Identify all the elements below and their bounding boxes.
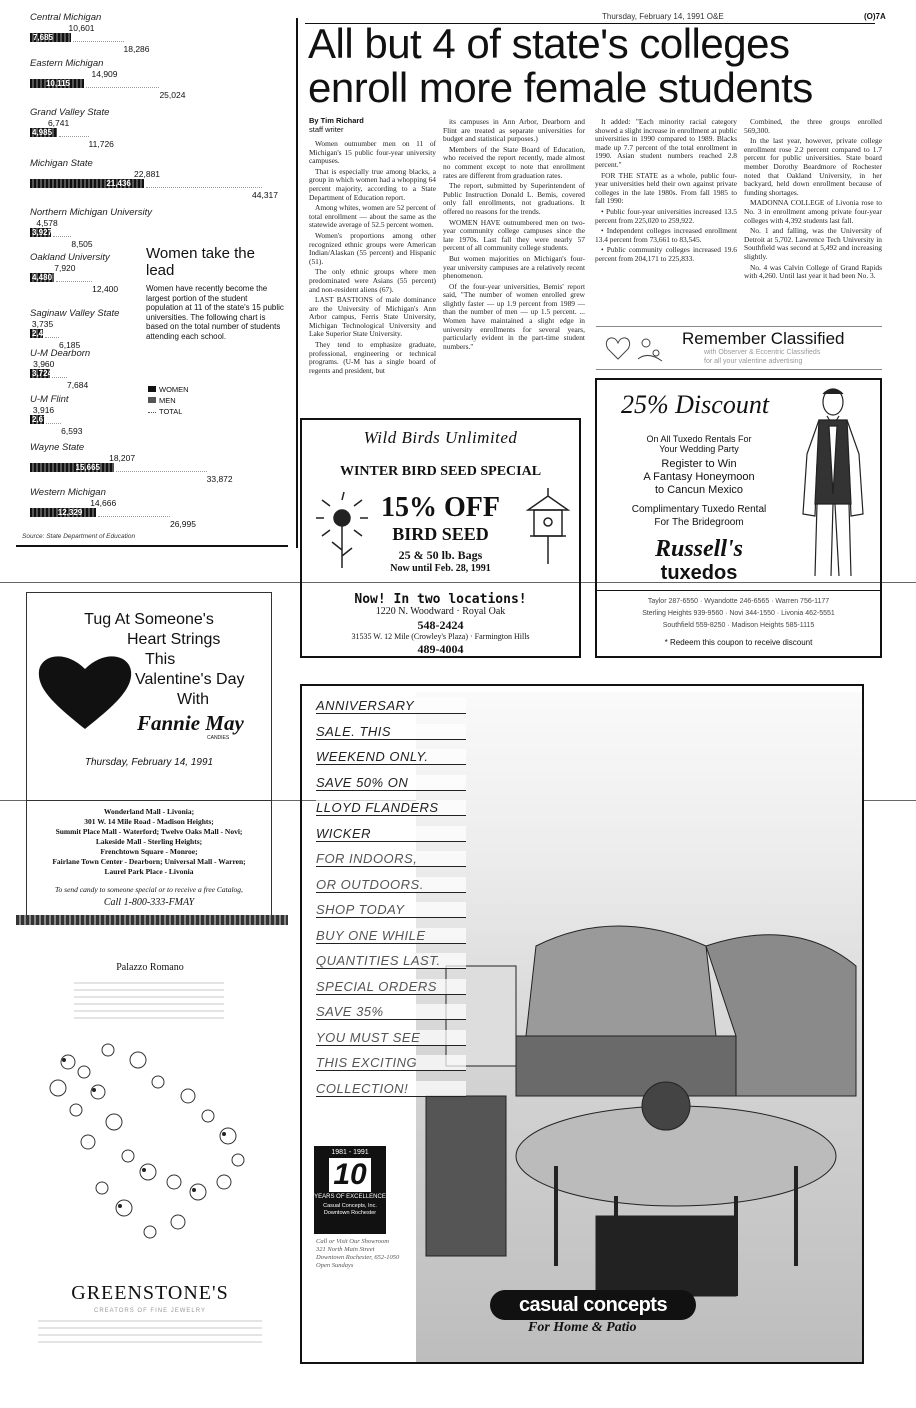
- chart-men-value: 7,685: [32, 33, 54, 42]
- cc-open: Open Sundays: [316, 1262, 354, 1269]
- legend-women: [148, 384, 189, 395]
- chart-total-value: 25,024: [159, 90, 186, 100]
- legend-label: WOMEN: [159, 385, 189, 394]
- fm-store-line: Summit Place Mall - Waterford; Twelve Oaks Mall - Novi;: [55, 827, 243, 836]
- birds-discount: 15% OFF: [381, 492, 500, 523]
- chart-women-value: 10,601: [68, 23, 95, 33]
- dateline: Thursday, February 14, 1991 O&E: [602, 12, 724, 21]
- paragraph: • Public community colleges increased 19.6 percent from 204,171 to 225,833.: [595, 245, 737, 263]
- article-column-1: [309, 140, 436, 410]
- fm-store-line: Lakeside Mall - Sterling Heights;: [95, 837, 203, 846]
- chart-total-line: [52, 377, 67, 378]
- chart-men-value: 12,329: [57, 508, 83, 517]
- chart-total-value: 6,593: [61, 426, 83, 436]
- cc-copy-line: YOU MUST SEE: [316, 1030, 466, 1046]
- gs-brand: GREENSTONE'S: [71, 1282, 229, 1304]
- chart-total-line: [59, 136, 89, 137]
- column-rule-vertical: [296, 18, 298, 548]
- chart-women-value: 3,916: [32, 405, 55, 415]
- cc-badge-text: YEARS OF EXCELLENCE: [314, 1194, 386, 1200]
- paragraph: Women's proportions among other recognized ethnic groups were American Indian/Alaskan (55 percent) and Hispanic (51).: [309, 230, 436, 266]
- chart-category-label: Grand Valley State: [30, 107, 110, 118]
- fm-date: Thursday, February 14, 1991: [84, 757, 214, 768]
- legend-label: MEN: [159, 396, 176, 405]
- fm-bottom-strip: [16, 915, 288, 925]
- birds-location-2-address: 31535 W. 12 Mile (Crowley's Plaza) · Farmington Hills: [351, 632, 530, 641]
- cc-city: Downtown Rochester, 652-1050: [316, 1254, 400, 1261]
- tux-stores-2: Sterling Heights 939-9560 · Novi 344-1550 · Livonia 462-5551: [642, 610, 835, 617]
- cc-logo: [490, 1290, 696, 1320]
- legend-total: [148, 406, 189, 417]
- cc-copy-line: SPECIAL ORDERS: [316, 979, 466, 995]
- chart-total-value: 8,505: [71, 239, 93, 249]
- gs-faded-copy: [74, 982, 224, 1022]
- cc-copy-line: LLOYD FLANDERS: [316, 800, 466, 816]
- paragraph: The only ethnic groups where men predominated were Asians (55 percent) and non-resident aliens (67).: [309, 267, 436, 294]
- chart-total-value: 11,726: [88, 139, 114, 149]
- headline-line-2: enroll more female students: [308, 64, 813, 111]
- tux-line-5: to Cancun Mexico: [654, 484, 744, 496]
- birds-product: BIRD SEED: [392, 524, 489, 544]
- cc-address: [316, 1238, 399, 1270]
- legend-men: [148, 395, 189, 406]
- tux-line-6: Complimentary Tuxedo Rental: [631, 504, 767, 515]
- ad-fannie-may: [26, 592, 272, 922]
- tux-stores-1: Taylor 287-6550 · Wyandotte 246-6565 · Warren 756-1177: [647, 598, 830, 605]
- tux-stores-divider: [597, 590, 880, 591]
- legend-swatch-women: [148, 386, 156, 392]
- cc-copy-line: WICKER: [316, 826, 466, 842]
- chart-category-label: Oakland University: [30, 252, 110, 263]
- tux-stores-3: Southfield 559-8250 · Madison Heights 585-1115: [662, 622, 815, 629]
- cc-copy-line: SAVE 50% ON: [316, 775, 466, 791]
- chart-bottom-rule: [16, 545, 288, 547]
- fm-line-4: Valentine's Day: [135, 671, 245, 688]
- chart-total-line: [86, 87, 160, 88]
- cc-badge: [314, 1146, 386, 1234]
- tux-line-1: On All Tuxedo Rentals For: [646, 434, 752, 444]
- paragraph: • Independent colleges increased enrollment 13.4 percent from 73,661 to 83,545.: [595, 226, 737, 244]
- tux-line-4: A Fantasy Honeymoon: [643, 471, 755, 483]
- paragraph: Of the four-year universities, Bemis' report said, "The number of women enrolled grew slightly faster — up 1.9 percent from 1989 — than the number of men — up 1.5 percent. ... Women have maintained a slight edge in university enrollments for several years, particularly evident in the part-time student numbers.": [443, 281, 585, 351]
- chart-total-value: 44,317: [252, 190, 278, 200]
- chart-total-line: [56, 281, 92, 282]
- paragraph: But women majorities on Michigan's four-year university campuses are a relatively recent phenomenon.: [443, 253, 585, 281]
- chart-men-value: 15,665: [75, 463, 100, 472]
- birds-locations-title: Now! In two locations!: [354, 592, 527, 607]
- ad-greenstones: [28, 940, 272, 1352]
- chart-description: Women have recently become the largest portion of the student population at 11 of the state's 15 public universities. The following chart is based on the total number of students attending each school.: [146, 284, 284, 341]
- classified-sub-1: with Observer & Eccentric Classifieds: [704, 349, 821, 356]
- paragraph: FOR THE STATE as a whole, public four-year universities held their own against private colleges in the late 1980s. From fall 1985 to fall 1990:: [595, 170, 737, 206]
- chart-men-value: 3,724: [32, 369, 53, 378]
- birds-location-1-phone: 548-2424: [417, 618, 464, 632]
- cc-street: 321 North Main Street: [316, 1246, 375, 1253]
- chart-men-value: 2,450: [32, 329, 53, 338]
- chart-total-line: [98, 516, 170, 517]
- chart-men-value: 4,480: [32, 273, 53, 282]
- headline: [308, 22, 888, 110]
- chart-total-line: [45, 337, 59, 338]
- chart-men-value: 3,927: [32, 228, 53, 237]
- chart-category-label: Saginaw Valley State: [30, 308, 120, 319]
- chart-title: Women take the lead: [146, 245, 255, 279]
- section-page: (O)7A: [864, 12, 886, 21]
- chart-men-value: 2,677: [32, 415, 53, 424]
- chart-total-line: [116, 471, 207, 472]
- cc-copy-line: THIS EXCITING: [316, 1055, 466, 1071]
- fm-catalog-note: To send candy to someone special or to receive a free Catalog,: [55, 885, 243, 894]
- cc-badge-years: 1981 - 1991: [331, 1149, 369, 1156]
- cc-copy-line: OR OUTDOORS.: [316, 877, 466, 893]
- article-column-4: [744, 118, 882, 323]
- chart-total-value: 12,400: [92, 284, 119, 294]
- chart-source: Source: State Department of Education: [22, 533, 136, 540]
- cc-visit: Call or Visit Our Showroom: [316, 1238, 389, 1245]
- chart-women-value: 3,735: [31, 319, 54, 329]
- cc-copy-line: BUY ONE WHILE: [316, 928, 466, 944]
- classified-sub-2: for all your valentine advertising: [704, 358, 803, 365]
- paragraph: • Public four-year universities increased 13.5 percent from 225,020 to 259,922.: [595, 206, 737, 225]
- cc-copy-line: SALE. THIS: [316, 724, 466, 740]
- ad-remember-classified: [596, 326, 882, 370]
- paragraph: In the last year, however, private college enrollment rose 2.2 percent compared to 1.7 percent for public universities. State board member Dorothy Beardmore of Rochester noted that Oakland University, in her backyard, held down enrollment because of funding shortages.: [744, 136, 882, 197]
- cc-badge-company: Casual Concepts, Inc. Downtown Rochester: [323, 1203, 377, 1216]
- fm-line-5: With: [177, 691, 209, 708]
- article-column-3: [595, 118, 737, 318]
- cc-badge-number: 10: [329, 1158, 371, 1192]
- chart-women-value: 18,207: [109, 453, 136, 463]
- chart-category-label: Eastern Michigan: [30, 58, 104, 69]
- legend-swatch-men: [148, 397, 156, 403]
- chart-total-line: [53, 236, 71, 237]
- chart-total-value: 18,286: [123, 44, 150, 54]
- paragraph: Among whites, women are 52 percent of total enrollment — about the same as the statewide average of 52.5 percent women.: [309, 203, 436, 230]
- chart-men-value: 10,115: [45, 79, 70, 88]
- fm-brand: Fannie May: [137, 711, 244, 735]
- tux-discount: 25% Discount: [621, 390, 770, 419]
- cc-copy-line: WEEKEND ONLY.: [316, 749, 466, 765]
- birds-location-2-phone: 489-4004: [417, 642, 464, 656]
- heart-icon: [35, 649, 135, 733]
- birds-location-1-address: 1220 N. Woodward · Royal Oak: [375, 606, 506, 617]
- byline: [309, 116, 364, 134]
- byline-title: staff writer: [309, 125, 344, 134]
- chart-women-value: 22,881: [134, 169, 161, 179]
- paragraph: Women outnumber men on 11 of Michigan's 15 public four-year university campuses.: [309, 140, 436, 166]
- legend-label: TOTAL: [159, 407, 183, 416]
- chart-category-label: U-M Flint: [30, 394, 69, 405]
- chart-total-value: 7,684: [66, 380, 89, 390]
- chart-men-bar: [30, 463, 114, 472]
- cc-copy-line: ANNIVERSARY: [316, 698, 466, 714]
- tux-line-2: Your Wedding Party: [659, 444, 739, 454]
- gs-header: Palazzo Romano: [116, 962, 184, 973]
- gs-faded-address: [38, 1320, 262, 1346]
- fm-store-line: Wonderland Mall - Livonia;: [103, 807, 195, 816]
- gs-tag: CREATORS OF FINE JEWELRY: [93, 1308, 206, 1314]
- fm-brand-sub: CANDIES: [207, 735, 230, 741]
- fm-store-line: Frenchtown Square - Monroe;: [100, 847, 198, 856]
- fm-stores: [27, 807, 271, 877]
- chart-total-value: 33,872: [206, 474, 233, 484]
- pearl-necklace-illustration: [28, 1032, 272, 1262]
- chart-total-line: [73, 41, 124, 42]
- chart-total-line: [46, 423, 61, 424]
- chart-women-value: 14,666: [90, 498, 117, 508]
- tuxedo-man-illustration: [793, 384, 873, 580]
- paragraph: That is especially true among blacks, a group in which women had a whopping 64 percent majority, according to a State Department of Education report.: [309, 166, 436, 202]
- classified-title: Remember Classified: [682, 329, 845, 348]
- chart-women-value: 3,960: [33, 359, 55, 369]
- fm-line-2: Heart Strings: [127, 631, 221, 648]
- byline-name: By Tim Richard: [309, 116, 364, 125]
- chart-category-label: Northern Michigan University: [30, 207, 152, 218]
- headline-line-1: All but 4 of state's colleges: [308, 20, 790, 67]
- chart-women-value: 4,578: [36, 218, 58, 228]
- chart-category-label: Michigan State: [30, 158, 93, 169]
- tux-line-3: Register to Win: [661, 458, 737, 470]
- cc-copy-line: COLLECTION!: [316, 1081, 466, 1097]
- paragraph: It added: "Each minority racial category showed a slight increase in enrollment at public universities in 1990 compared to 1989. Blacks made up 7.7 percent of the total enrollment in 1990. Asian student numbers reached 2.8 percent.": [595, 118, 737, 169]
- birds-valid: Now until Feb. 28, 1991: [390, 563, 491, 574]
- cc-brand: casual concepts: [518, 1294, 668, 1316]
- article-column-2: [443, 118, 585, 410]
- legend-swatch-total: [148, 412, 156, 413]
- chart-women-value: 14,909: [91, 69, 118, 79]
- paragraph: No. 4 was Calvin College of Grand Rapids with 4,260. Until last year it had been No. 3.: [744, 262, 882, 281]
- wicker-furniture-illustration: [416, 796, 862, 1356]
- chart-men-value: 21,436: [106, 179, 131, 188]
- tux-coupon-note: * Redeem this coupon to receive discount: [664, 638, 813, 647]
- fm-store-line: Fairlane Town Center - Dearborn; Universal Mall - Warren;: [52, 857, 246, 866]
- cc-copy-line: FOR INDOORS,: [316, 851, 466, 867]
- paragraph: its campuses in Ann Arbor, Dearborn and Flint are treated as separate universities for budget and statistical purposes.): [443, 118, 585, 144]
- fm-line-3: This: [145, 651, 176, 668]
- birds-headline: WINTER BIRD SEED SPECIAL: [339, 464, 542, 479]
- paragraph: LAST BASTIONS of male dominance are the University of Michigan's Ann Arbor campus, Ferris State University, Michigan Technological University and Lake Superior State University.: [309, 295, 436, 339]
- ad-casual-concepts: [300, 684, 864, 1364]
- paragraph: WOMEN HAVE outnumbered men on two-year community college campuses since the late 1970s. Last fall they were nearly 57 percent of all community college students.: [443, 217, 585, 253]
- chart-women-value: 7,920: [54, 263, 76, 273]
- chart-legend: [148, 384, 189, 417]
- ad-wild-birds: [300, 418, 581, 658]
- paragraph: MADONNA COLLEGE of Livonia rose to No. 3 in enrollment among private four-year colleges with 4,392 students last fall.: [744, 198, 882, 225]
- paragraph: Combined, the three groups enrolled 569,300.: [744, 118, 882, 135]
- ad-tuxedo: [595, 378, 882, 658]
- cc-copy-line: SHOP TODAY: [316, 902, 466, 918]
- chart-category-label: Western Michigan: [30, 487, 106, 498]
- fm-phone: Call 1-800-333-FMAY: [103, 897, 195, 908]
- chart-total-value: 26,995: [169, 519, 196, 529]
- chart-category-label: U-M Dearborn: [30, 348, 91, 359]
- fm-line-1: Tug At Someone's: [84, 611, 214, 628]
- cc-copy-line: QUANTITIES LAST.: [316, 953, 466, 969]
- tux-brand-russells: Russell's: [654, 536, 744, 562]
- chart-category-label: Central Michigan: [30, 12, 102, 23]
- chart-total-line: [146, 187, 262, 188]
- fm-store-line: 301 W. 14 Mile Road - Madison Heights;: [84, 817, 214, 826]
- paragraph: They tend to emphasize graduate, professional, engineering or technical programs. (U-M has a single board of regents and president, but: [309, 340, 436, 375]
- flower-heart-icon: [598, 329, 668, 369]
- paragraph: No. 1 and falling, was the University of Detroit at 5,702. Lawrence Tech University in Southfield was second at 5,492 and increasing slightly.: [744, 226, 882, 261]
- cc-tagline: For Home & Patio: [528, 1320, 637, 1335]
- tux-line-7: For The Bridegroom: [654, 517, 744, 528]
- paragraph: Members of the State Board of Education, who received the report recently, made almost no comment except to note that enrollment rates are different from graduation rates.: [443, 144, 585, 180]
- fm-store-line: Laurel Park Place - Livonia: [104, 867, 194, 876]
- birds-brand: Wild Birds Unlimited: [363, 428, 518, 447]
- birds-sizes: 25 & 50 lb. Bags: [398, 548, 483, 562]
- chart-total-value: 6,185: [58, 340, 81, 350]
- cc-copy-line: SAVE 35%: [316, 1004, 466, 1020]
- enrollment-chart: [22, 12, 290, 547]
- chart-women-value: 6,741: [47, 118, 70, 128]
- chart-men-value: 4,985: [32, 128, 53, 137]
- paragraph: The report, submitted by Superintendent of Public Instruction Donald L. Bemis, covered only fall enrollments, not graduations. It offered no reasons for the trends.: [443, 181, 585, 216]
- tux-brand-tuxedos: tuxedos: [660, 562, 738, 584]
- chart-category-label: Wayne State: [30, 442, 85, 453]
